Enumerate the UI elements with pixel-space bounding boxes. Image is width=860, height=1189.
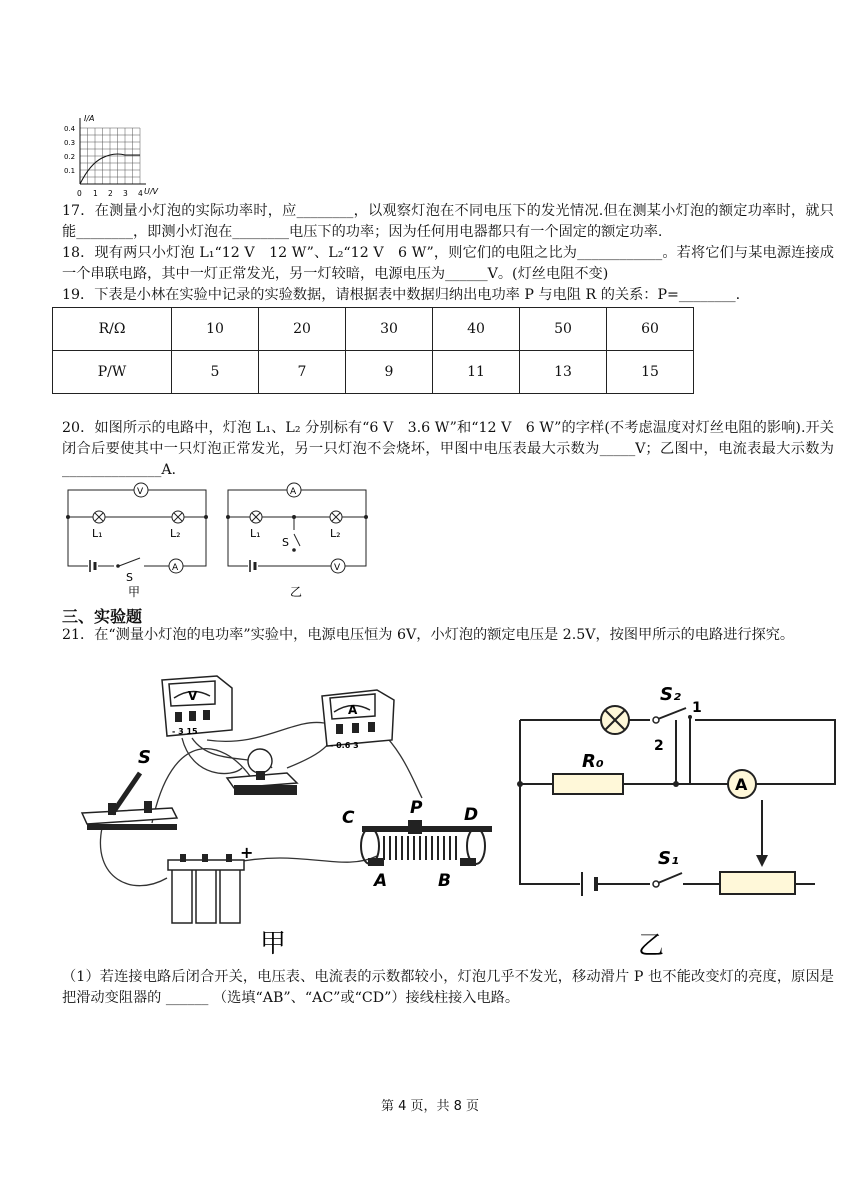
figure-jia-caption: 甲 xyxy=(260,929,287,959)
terminal-1: 1 xyxy=(692,700,702,716)
question-21-part-1: （1）若连接电路后闭合开关，电压表、电流表的示数都较小，灯泡几乎不发光，移动滑片 P 也不能改变灯的亮度，原因是把滑动变阻器的 ______ （选填“AB”、“AC”或“CD”）接线柱接入电路。 xyxy=(62,969,834,1006)
table-header-cell: P/W xyxy=(53,351,172,394)
rheostat-C: C xyxy=(342,808,355,828)
question-19: 19．下表是小林在实验中记录的实验数据，请根据表中数据归纳出电功率 P 与电阻 R 的关系：P=________. xyxy=(62,287,741,303)
yi-L2: L₂ xyxy=(330,527,341,540)
jia-ammeter-label: A xyxy=(172,563,179,573)
question-20: 20．如图所示的电路中，灯泡 L₁、L₂ 分别标有“6 V 3.6 W”和“12 V 6 W”的字样(不考虑温度对灯丝电阻的影响).开关闭合后要使其中一只灯泡正常发光，另一只灯泡不会烧坏，甲图中电压表最大示数为_____V；乙图中，电流表最大示数为______________A. xyxy=(62,420,834,478)
table-row xyxy=(53,308,694,351)
jia-caption: 甲 xyxy=(128,585,141,599)
y-tick: 0.3 xyxy=(64,139,76,147)
yi-L1: L₁ xyxy=(250,527,261,540)
table-cell: 30 xyxy=(346,308,433,351)
table-cell: 10 xyxy=(172,308,259,351)
switch-S-label: S xyxy=(138,747,151,768)
voltmeter-label: V xyxy=(188,689,198,703)
question-21: 21．在“测量小灯泡的电功率”实验中，电源电压恒为 6V，小灯泡的额定电压是 2.5V，按图甲所示的电路进行探究。 xyxy=(62,627,795,643)
table-cell: 11 xyxy=(433,351,520,394)
graph-origin: 0 xyxy=(77,189,82,198)
S1-label: S₁ xyxy=(658,848,679,869)
voltmeter-terminals: - 3 15 xyxy=(172,727,198,736)
ammeter-terminals: - 0.6 3 xyxy=(330,741,359,750)
schematic-ammeter-label: A xyxy=(735,775,748,794)
x-tick: 1 xyxy=(93,189,98,198)
graph-xlabel: U/V xyxy=(144,187,159,196)
table-cell: 15 xyxy=(607,351,694,394)
S2-label: S₂ xyxy=(660,684,681,705)
figure-yi-caption: 乙 xyxy=(638,931,665,960)
terminal-2: 2 xyxy=(654,738,664,754)
q21-apparatus-figure xyxy=(72,668,502,960)
jia-switch-S: S xyxy=(126,571,133,584)
rheostat-D: D xyxy=(464,805,479,825)
yi-ammeter-label: A xyxy=(290,487,297,497)
table-cell: 60 xyxy=(607,308,694,351)
iu-mini-graph xyxy=(60,112,170,202)
y-tick: 0.2 xyxy=(64,153,76,161)
jia-voltmeter-label: V xyxy=(137,487,144,497)
table-cell: 13 xyxy=(520,351,607,394)
table-cell: 40 xyxy=(433,308,520,351)
question-17: 17．在测量小灯泡的实际功率时，应________，以观察灯泡在不同电压下的发光情况.但在测某小灯泡的额定功率时，就只能________，即测小灯泡在________电压下的功率；因为任何用电器都只有一个固定的额定功率. xyxy=(62,203,834,240)
q21-schematic-figure xyxy=(510,672,840,960)
x-tick: 3 xyxy=(123,189,128,198)
table-row xyxy=(53,351,694,394)
battery-plus: + xyxy=(240,843,254,862)
rheostat-B: B xyxy=(438,871,451,891)
table-cell: 5 xyxy=(172,351,259,394)
y-tick: 0.1 xyxy=(64,167,76,175)
ammeter-label: A xyxy=(348,703,358,717)
question-18: 18．现有两只小灯泡 L₁“12 V 12 W”、L₂“12 V 6 W”，则它们的电阻之比为____________。若将它们与某电源连接成一个串联电路，其中一灯正常发光，另一灯较暗，电源电压为______V。(灯丝电阻不变) xyxy=(62,245,834,282)
table-cell: 7 xyxy=(259,351,346,394)
x-tick: 4 xyxy=(138,189,143,198)
table-cell: 9 xyxy=(346,351,433,394)
y-tick: 0.4 xyxy=(64,125,76,133)
R0-label: R₀ xyxy=(582,751,604,772)
x-tick: 2 xyxy=(108,189,113,198)
jia-L2: L₂ xyxy=(170,527,181,540)
rheostat-A: A xyxy=(374,871,388,891)
table-header-cell: R/Ω xyxy=(53,308,172,351)
section-3-heading: 三、实验题 xyxy=(62,607,143,626)
page-footer: 第 4 页，共 8 页 xyxy=(380,1099,480,1114)
jia-L1: L₁ xyxy=(92,527,103,540)
q20-circuits xyxy=(62,482,374,600)
yi-switch-S: S xyxy=(282,536,289,549)
yi-voltmeter-label: V xyxy=(334,563,341,573)
data-table xyxy=(52,307,694,394)
table-cell: 20 xyxy=(259,308,346,351)
rheostat-P: P xyxy=(410,798,423,818)
table-cell: 50 xyxy=(520,308,607,351)
graph-ylabel: I/A xyxy=(84,114,95,123)
yi-caption: 乙 xyxy=(290,585,303,599)
